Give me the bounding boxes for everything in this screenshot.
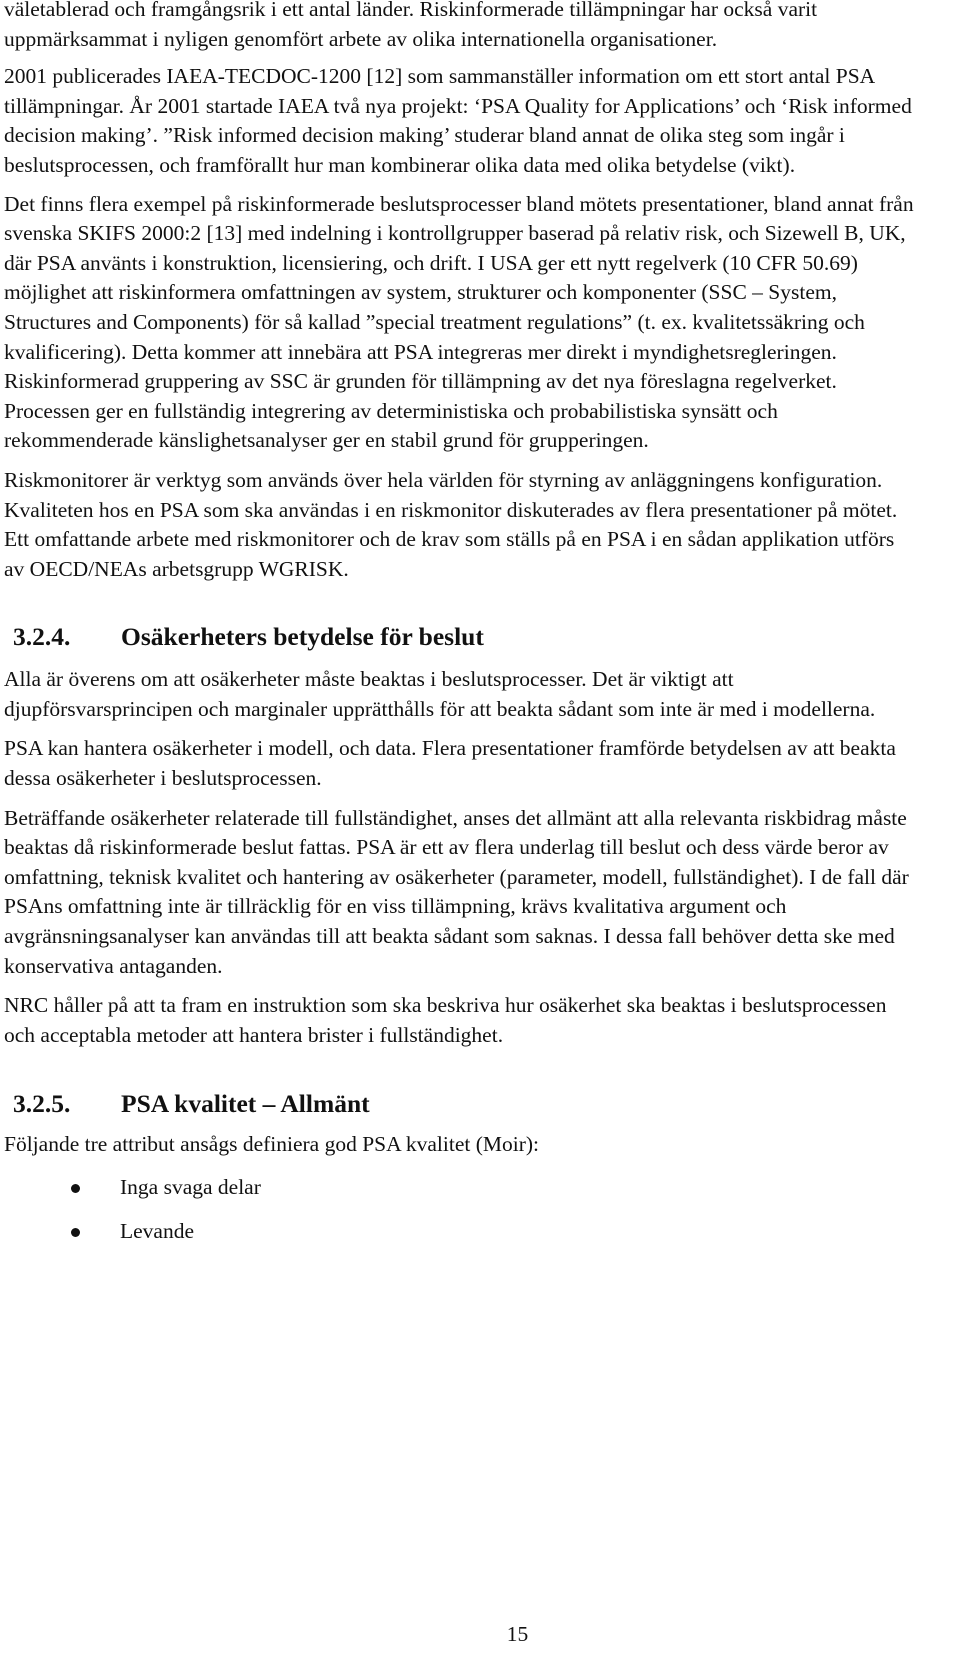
paragraph-intro-continuation: väletablerad och framgångsrik i ett antal länder. Riskinformerade tillämpningar har också varit uppmärksammat i nyligen genomfört arbete av olika internationella organisationer. — [4, 0, 818, 51]
bullet-icon — [71, 1228, 80, 1237]
section-heading-3-2-4 — [4, 620, 919, 654]
list-item — [4, 1166, 919, 1210]
paragraph-nrc-instruction: NRC håller på att ta fram en instruktion som ska beskriva hur osäkerhet ska beaktas i beslutsprocessen och acceptabla metoder att hantera brister i fullständighet. — [4, 993, 887, 1047]
section-heading-3-2-5 — [4, 1087, 919, 1121]
list-item-text: Levande — [120, 1219, 195, 1244]
paragraph-psa-quality-attributes: Följande tre attribut ansågs definiera god PSA kvalitet (Moir): — [4, 1132, 540, 1157]
page-number: 15 — [506, 1622, 529, 1646]
section-title: Osäkerheters betydelse för beslut — [121, 622, 484, 652]
bullet-icon — [71, 1184, 80, 1193]
section-title: PSA kvalitet – Allmänt — [121, 1089, 370, 1119]
list-item — [4, 1210, 919, 1254]
paragraph-iaea-tecdoc: 2001 publicerades IAEA-TECDOC-1200 [12] som sammanställer information om ett stort antal PSA tillämpningar. År 2001 startade IAEA två nya projekt: ‘PSA Quality for Applications’ och ‘Risk informed decision making’. ”Risk informed decision making’ studerar bland annat de olika steg som ingår i beslutsprocessen, och framförallt hur man kombinerar olika data med olika betydelse (vikt). — [4, 64, 912, 177]
paragraph-risk-monitors: Riskmonitorer är verktyg som används över hela världen för styrning av anläggningens konfiguration. Kvaliteten hos en PSA som ska användas i en riskmonitor diskuterades av flera presentationer på mötet. Ett omfattande arbete med riskmonitorer och de krav som ställs på en PSA i en sådan applikation utförs av OECD/NEAs arbetsgrupp WGRISK. — [4, 467, 898, 581]
section-number: 3.2.4. — [13, 622, 71, 652]
bullet-list — [4, 1166, 919, 1254]
list-item-text: Inga svaga delar — [120, 1175, 261, 1200]
paragraph-completeness: Beträffande osäkerheter relaterade till fullständighet, anses det allmänt att alla relevanta riskbidrag måste beaktas då riskinformerade beslut fattas. PSA är ett av flera underlag till beslut och dess värde beror av omfattning, teknisk kvalitet och hantering av osäkerheter (parameter, modell, fullständighet). I de fall där PSAns omfattning inte är tillräcklig för en viss tillämpning, krävs kvalitativa argument och avgränsningsanalyser kan användas till att beakta sådant som saknas. I dessa fall behöver detta ske med konservativa antaganden. — [4, 805, 909, 978]
paragraph-psa-uncertainties: PSA kan hantera osäkerheter i modell, och data. Flera presentationer framförde betydelsen av att beakta dessa osäkerheter i beslutsprocessen. — [4, 736, 896, 791]
document-page — [4, 0, 919, 1254]
paragraph-risk-informed-examples: Det finns flera exempel på riskinformerade beslutsprocesser bland mötets presentationer, bland annat från svenska SKIFS 2000:2 [13] med indelning i kontrollgrupper baserad på relativ risk, och Sizewell B, UK, där PSA använts i konstruktion, licensiering, och drift. I USA ger ett nytt regelverk (10 CFR 50.69) möjlighet att riskinformera omfattningen av system, strukturer och komponenter (SSC – System, Structures and Components) för så kallad ”special treatment regulations” (t. ex. kvalitetssäkring och kvalificering). Detta kommer att innebära att PSA integreras mer direkt i myndighetsregleringen. Riskinformerad gruppering av SSC är grunden för tillämpning av det nya föreslagna regelverket. Processen ger en fullständig integrering av deterministiska och probabilistiska synsätt och rekommenderade känslighetsanalyser ger en stabil grund för grupperingen. — [4, 191, 914, 453]
section-number: 3.2.5. — [13, 1089, 71, 1119]
paragraph-uncertainties-intro: Alla är överens om att osäkerheter måste beaktas i beslutsprocesser. Det är viktigt att djupförsvarsprincipen och marginaler upprätthålls för att beakta sådant som inte är med i modellerna. — [4, 667, 876, 721]
